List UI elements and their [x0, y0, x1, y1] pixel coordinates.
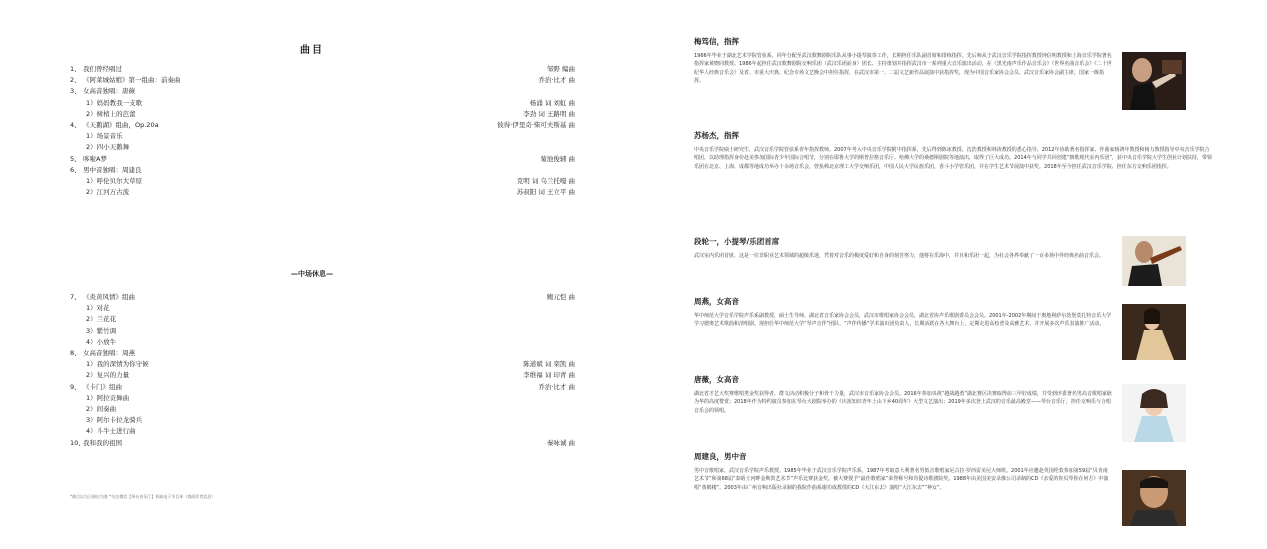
item-title: 4）小放牛	[86, 337, 117, 346]
item-number: 9、	[70, 382, 81, 391]
soprano-photo-tangwei	[1122, 384, 1186, 442]
item-title: 我和我的祖国	[83, 438, 122, 447]
program-subitem	[86, 326, 575, 337]
program-item	[70, 64, 575, 75]
program-subitem	[86, 187, 575, 198]
item-title: 1）我的深情为你守候	[86, 360, 149, 369]
program-subitem	[86, 337, 575, 348]
item-number: 8、	[70, 349, 81, 357]
program-item	[70, 292, 575, 303]
bio-text-zhouyan: 华中师范大学音乐学院声乐系副教授，硕士生导师。湖北省音乐家协会会员，武汉市歌唱家协会会员，湖北省协声乐歌剧委员会会员。2001年-2002年期间于奥地利萨尔茨堡莫扎特音乐大学学习德奥艺术歌曲和清唱剧。现担任华中师范大学“琴声音伴”团队、“声伴传播”学术演出团负责人，长期活跃在各大舞台上，定期走进高校普及高雅艺术，并开展多次声乐表演推广活动。	[694, 313, 1112, 328]
bio-name-zhoujianliang: 周建良，男中音	[694, 452, 747, 461]
item-title: 2）间奏曲	[86, 405, 117, 413]
intermission-label: —中场休息—	[291, 270, 333, 278]
program-subitem	[86, 98, 575, 109]
item-title: 3）紫竹调	[86, 326, 117, 335]
program-subitem	[86, 109, 575, 120]
item-title: 哆啦A梦	[83, 154, 107, 163]
item-title: 女高音独唱：周燕	[83, 349, 135, 357]
item-title: 我们曾经唱过	[83, 65, 122, 73]
item-number: 2、	[70, 76, 81, 85]
item-number: 1、	[70, 65, 81, 73]
program-subitem	[86, 176, 575, 187]
item-number: 10、	[70, 438, 85, 447]
program-subitem	[86, 359, 575, 370]
program-item	[70, 348, 575, 359]
item-title: 1）妈妈教我一支歌	[86, 98, 143, 107]
item-number: 6、	[70, 165, 81, 174]
item-credit: 李劲 词 王路明 曲	[523, 109, 575, 118]
item-credit: 乔治·比才 曲	[538, 382, 575, 391]
item-title: 2）四小天鹅舞	[86, 143, 130, 152]
bio-text-tangwei: 湖北省才艺大奖赛歌唱类金奖获得者，群文活动积极分子和骨干力量，武汉市音乐家协会会员。2016年参加央视“越战越勇”湖北赛区决赛取得前三甲好成绩，并受到评委著名男高音歌唱家耿为华的高度赞赏；2018年作为特约演员参加在琴台大剧院举办的《庆祝知识青年上山下乡40周年》大型文艺演出；2019年多次登上武汉的音乐最高殿堂——琴台音乐厅，担任交响乐与合唱音乐会的领唱。	[694, 391, 1112, 414]
item-number: 5、	[70, 154, 81, 163]
program-subitem	[86, 426, 575, 437]
item-title: 1）阿拉贡舞曲	[86, 393, 130, 402]
program-subitem	[86, 404, 575, 415]
program-subitem	[86, 131, 575, 142]
item-credit: 杨涌 词 刘虹 曲	[529, 98, 575, 107]
program-item	[70, 86, 575, 97]
program-item	[70, 75, 575, 86]
item-title: 2）复兴的力量	[86, 371, 130, 380]
bio-name-su: 苏杨杰，指挥	[694, 131, 739, 140]
item-number: 4、	[70, 121, 81, 129]
item-title: 2）树梢上的芭蕾	[86, 109, 136, 118]
conductor-photo-mei	[1122, 52, 1186, 110]
program-subitem	[86, 370, 575, 381]
program-subitem	[86, 415, 575, 426]
item-title: 4）斗牛士进行曲	[86, 427, 136, 436]
item-credit: 彼得·伊里奇·柴可夫斯基 曲	[497, 121, 575, 129]
program-subitem	[86, 142, 575, 153]
item-title: 3）阿尔卡拉龙骑兵	[86, 416, 143, 425]
item-title: 《卡门》组曲	[83, 382, 122, 391]
bio-text-su: 中央音乐学院硕士研究生，武汉音乐学院管弦系青年指挥教师。2007年考入中央音乐学院附中指挥系，先后得到陈冰教授、沈浩教授和林涛教授的悉心指导。2012年协助著名指挥家、作曲家杨鸿年教授和杨力教授指导中央音乐学院合唱团，以助理指挥身份赴美参加国际青少年国际合唱节，分别在耶鲁大学的斯普拉格音乐厅、哈佛大学的桑德斯剧院等地演出，取得了巨大成功。2014年与同学共同创建“朝歌现代室内乐团”，获中央音乐学院大学生创业计划扶持，带领乐团在北京、上海、成都等地成功举办十余场音乐会，曾执棒北京理工大学交响乐团，中国人民大学民族乐团，香斗小学管乐团，并在学生艺术节展演中获奖。2018年至今担任武汉音乐学院、担任东方交响乐团指挥。	[694, 147, 1212, 170]
bio-text-mei: 1966年毕业于湖北艺术学院管弦系，同年分配至武汉歌舞剧院乐队从事小提琴演奏工作，长期担任乐队副首席和排练指挥。先后师从于武汉音乐学院指挥教授钟信明教授和上海音乐学院著名指挥家黄晓同教授。1986年起担任武汉歌舞剧院交响乐团（武汉乐团前身）团长、主持策划并指挥武汉市一系列重大音乐演出活动，在《黑光南声乐作品音乐会》《世界名曲音乐会》《二十世纪华人经典音乐会》及省、市重大庆典、纪念专场文艺晚会中担任指挥，在武汉市第一、二届文艺新作品展演中获指挥奖，现为中国音乐家协会会员、武汉音乐家协会副主席，国家一级指挥。	[694, 53, 1112, 85]
item-number: 7、	[70, 293, 81, 301]
program-subitem	[86, 303, 575, 314]
item-credit: 苏叔阳 词 王立平 曲	[516, 188, 575, 197]
bio-text-zhoujianliang: 男中音歌唱家，武汉音乐学院声乐教授。1985年毕业于武汉音乐学院声乐系，1987年考取意大利著名男低音歌唱家尼古拉·罗西雷美尼大师班。2001年应邀赴英国伦敦参加第59届“贝肯南艺术节”和第68届“泰晤士河畔金斯敦艺术节”声乐比赛获金奖，被大赛授予“最佳歌唱家”荣誉称号和肯提诗歌剧院奖。1988年由美国美安录像公司录制的CD《亲爱的你贝琴你在何方》中演唱“黄鹤楼”。2003年由广州音响出版社录制的我院作曲系谢功成教授的CD《大江东去》演唱“大江东去”“神女”。	[694, 468, 1109, 491]
item-title: 女高音独唱：唐薇	[83, 87, 135, 96]
bio-name-tangwei: 唐薇，女高音	[694, 375, 739, 384]
program-item	[70, 382, 575, 393]
program-title: 曲目	[300, 45, 324, 56]
item-title: 《阿莱城姑娘》第一组曲：前奏曲	[83, 76, 181, 85]
item-credit: 菊池俊辅 曲	[540, 154, 575, 163]
program-footnote: *曲目以当日演出为准 *关注微信【琴台音乐厅】获取电子节目单（查阅作者信息）	[70, 494, 216, 499]
bio-text-duan: 武汉室内乐团首席，这是一位非职业艺术领域的超级乐迷，凭着对音乐的极度爱好和自身的刻苦努力，他将在乐海中，并且和乐团一起，为社会各界奉献了一百多场中外经典名曲音乐会。	[694, 253, 1105, 259]
item-credit: 鲍元恺 曲	[546, 293, 575, 301]
item-credit: 陈道斌 词 栾凯 曲	[523, 360, 575, 369]
program-item	[70, 120, 575, 131]
item-credit: 邹野 编曲	[546, 65, 575, 73]
bio-name-duan: 段轮一，小提琴/乐团首席	[694, 237, 780, 246]
soprano-photo-zhouyan	[1122, 304, 1186, 360]
item-title: 1）呼伦贝尔大草原	[86, 177, 143, 185]
item-title: 《炎黄风情》组曲	[83, 293, 135, 301]
item-credit: 乔治·比才 曲	[538, 76, 575, 85]
violinist-photo-duan	[1122, 236, 1186, 286]
program-item	[70, 154, 575, 165]
item-title: 1）场景音乐	[86, 132, 123, 141]
program-page	[48, 0, 576, 549]
item-title: 2）江河万古流	[86, 188, 130, 197]
bio-name-zhouyan: 周燕，女高音	[694, 297, 739, 306]
item-credit: 秦咏诚 曲	[546, 438, 575, 447]
item-credit: 李维福 词 印青 曲	[523, 371, 575, 380]
program-subitem	[86, 393, 575, 404]
item-title: 《天鹅湖》组曲，Op.20a	[83, 121, 159, 129]
baritone-photo-zhoujianliang	[1122, 470, 1186, 526]
program-item	[70, 165, 575, 176]
item-credit: 克明 词 乌兰托嘎 曲	[516, 177, 575, 185]
item-title: 男中音独唱：周建良	[83, 165, 142, 174]
program-item	[70, 438, 575, 449]
item-title: 2）兰花花	[86, 315, 117, 324]
bio-name-mei: 梅笃信，指挥	[694, 37, 739, 46]
item-title: 1）对花	[86, 304, 110, 313]
program-subitem	[86, 314, 575, 325]
item-number: 3、	[70, 87, 81, 96]
bios-page	[676, 0, 1228, 549]
